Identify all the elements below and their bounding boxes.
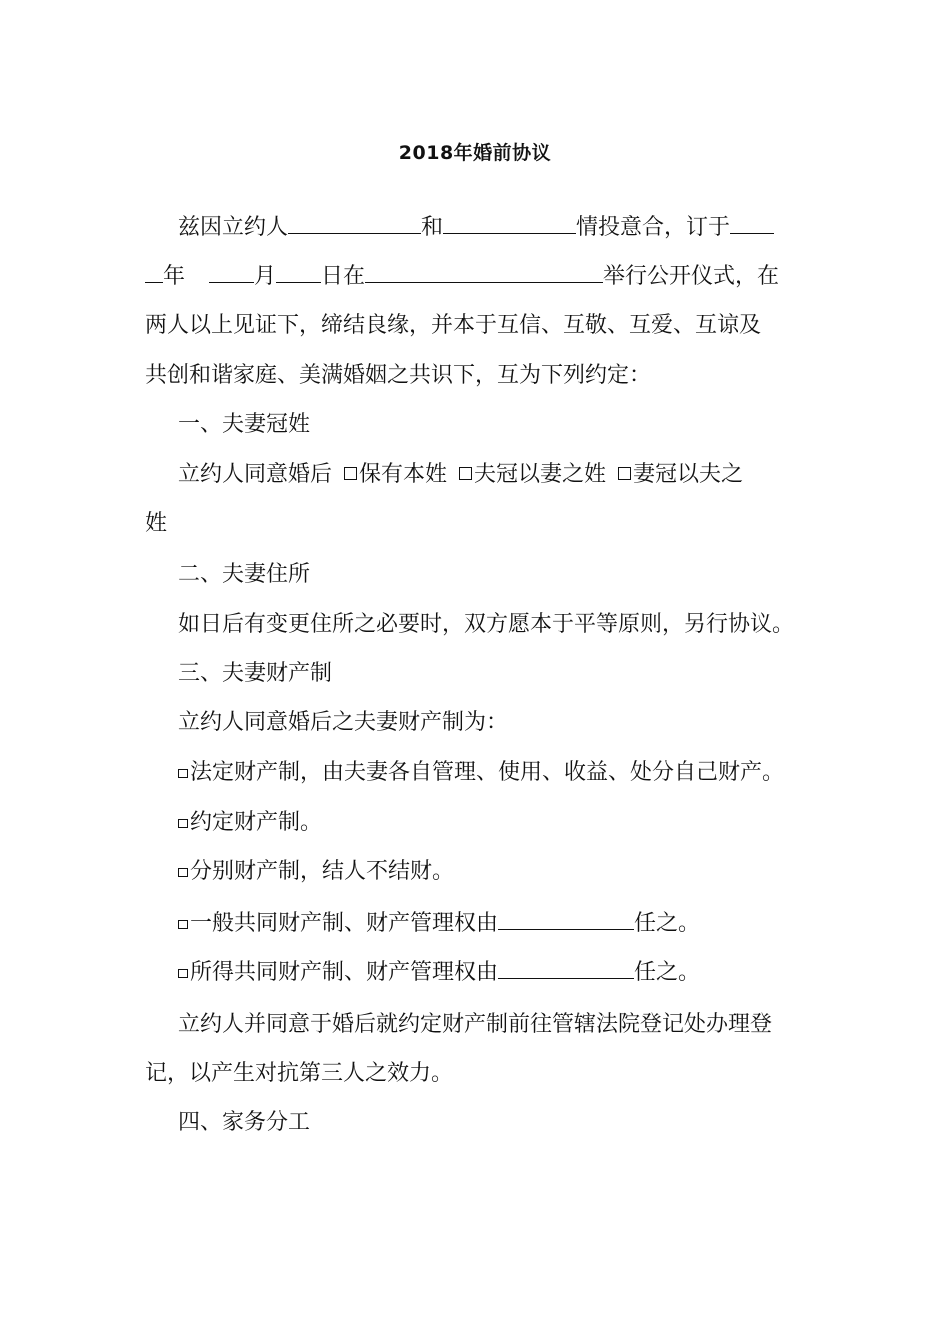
registration-line-1: 立约人并同意于婚后就约定财产制前往管辖法院登记处办理登 <box>178 1012 773 1037</box>
section-4-heading: 四、家务分工 <box>178 1110 311 1135</box>
blank-month[interactable] <box>209 260 254 283</box>
checkbox-general-common-property[interactable] <box>178 920 188 929</box>
checkbox-husband-takes-wife-surname[interactable] <box>459 467 472 480</box>
checkbox-keep-surname[interactable] <box>344 467 357 480</box>
property-option-1 <box>178 758 784 788</box>
option-separate-property: 分别财产制，结人不结财。 <box>190 859 455 884</box>
intro-line-3: 两人以上见证下，缔结良缘，并本于互信、互敬、互爱、互谅及 <box>145 313 762 338</box>
blank-manager-2[interactable] <box>498 956 634 979</box>
section-1-lead: 立约人同意婚后 <box>178 462 333 487</box>
option-text: 任之。 <box>634 960 701 985</box>
intro-text: 情投意合，订于 <box>576 215 731 240</box>
section-3-lead: 立约人同意婚后之夫妻财产制为： <box>178 710 509 735</box>
checkbox-separate-property[interactable] <box>178 868 188 877</box>
option-husband-takes-wife-surname: 夫冠以妻之姓 <box>474 462 607 487</box>
checkbox-statutory-property[interactable] <box>178 769 188 778</box>
section-3-heading: 三、夫妻财产制 <box>178 661 333 686</box>
option-keep-surname: 保有本姓 <box>359 462 448 487</box>
intro-text: 日在 <box>321 264 366 289</box>
checkbox-wife-takes-husband-surname[interactable] <box>618 467 631 480</box>
blank-party-1[interactable] <box>288 211 421 234</box>
section-1-heading: 一、夫妻冠姓 <box>178 412 311 437</box>
property-option-5 <box>178 956 700 988</box>
blank-location[interactable] <box>365 260 603 283</box>
blank-day[interactable] <box>276 260 321 283</box>
intro-text: 月 <box>254 264 277 289</box>
section-1-options <box>178 460 743 490</box>
option-wife-takes-husband-surname: 妻冠以夫之 <box>633 462 744 487</box>
intro-text: 和 <box>421 215 444 240</box>
blank-manager-1[interactable] <box>498 907 634 930</box>
section-2-heading: 二、夫妻住所 <box>178 562 311 587</box>
intro-line-4: 共创和谐家庭、美满婚姻之共识下，互为下列约定： <box>145 363 652 388</box>
option-agreed-property: 约定财产制。 <box>190 810 323 835</box>
section-1-cont: 姓 <box>145 511 168 536</box>
blank-year-cont[interactable] <box>145 260 163 283</box>
registration-line-2: 记，以产生对抗第三人之效力。 <box>145 1061 454 1086</box>
blank-year[interactable] <box>730 211 774 234</box>
document-title: 2018年婚前协议 <box>398 142 552 164</box>
property-option-3 <box>178 857 454 887</box>
intro-text: 兹因立约人 <box>178 215 289 240</box>
intro-text: 年 <box>163 264 186 289</box>
option-text: 任之。 <box>634 911 701 936</box>
checkbox-agreed-property[interactable] <box>178 819 188 828</box>
property-option-4 <box>178 907 700 939</box>
property-option-2 <box>178 808 322 838</box>
intro-line-2 <box>145 260 779 292</box>
option-income-common-property: 所得共同财产制、财产管理权由 <box>190 960 499 985</box>
option-general-common-property: 一般共同财产制、财产管理权由 <box>190 911 499 936</box>
section-2-text: 如日后有变更住所之必要时，双方愿本于平等原则，另行协议。 <box>178 612 795 637</box>
checkbox-income-common-property[interactable] <box>178 969 188 978</box>
blank-party-2[interactable] <box>443 211 576 234</box>
intro-line-1 <box>178 211 774 243</box>
option-statutory-property: 法定财产制，由夫妻各自管理、使用、收益、处分自己财产。 <box>190 760 785 785</box>
intro-text: 举行公开仪式，在 <box>603 264 780 289</box>
